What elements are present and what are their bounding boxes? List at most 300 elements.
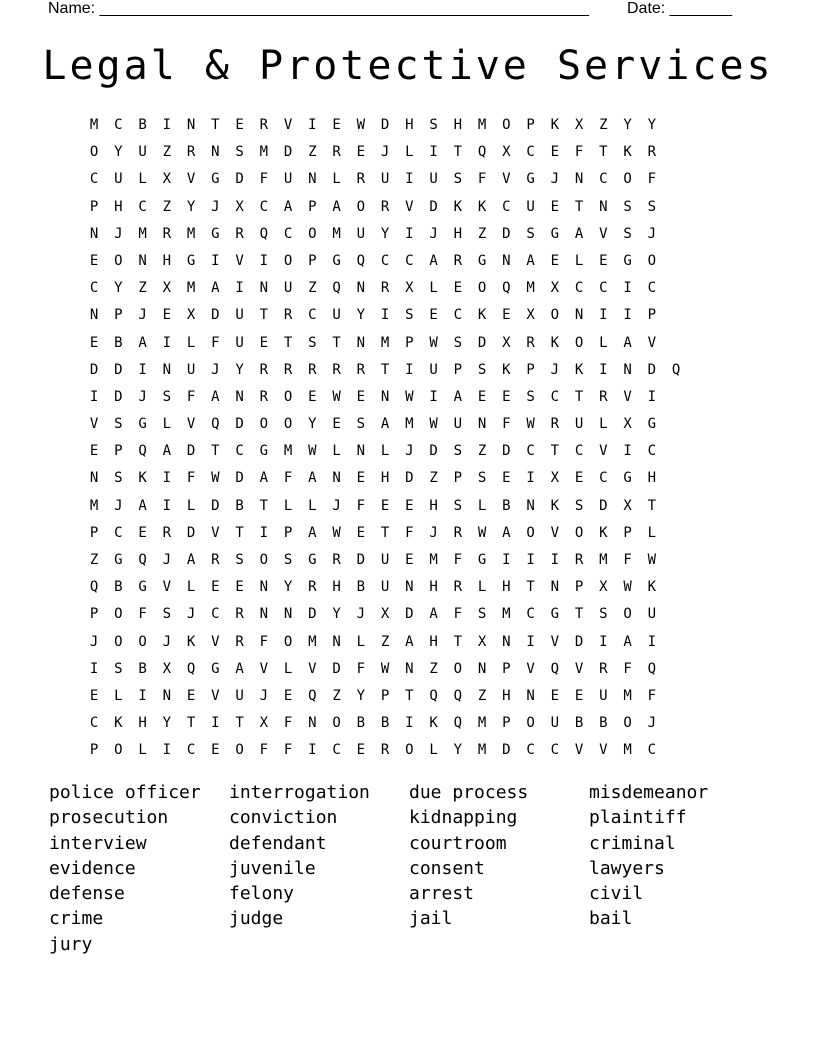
word-list-item: felony <box>229 883 295 905</box>
grid-letter: Y <box>162 715 172 732</box>
grid-letter: E <box>550 198 560 215</box>
grid-letter: I <box>502 552 511 568</box>
grid-letter: J <box>211 198 220 215</box>
grid-letter: I <box>308 117 317 133</box>
grid-letter: T <box>211 443 220 460</box>
grid-letter: W <box>429 334 438 351</box>
grid-letter: M <box>308 633 317 650</box>
grid-letter: L <box>162 416 172 433</box>
grid-letter: E <box>356 742 366 759</box>
grid-letter: P <box>89 606 99 623</box>
grid-letter: U <box>574 416 584 433</box>
grid-letter: C <box>550 388 560 405</box>
grid-letter: Y <box>114 144 123 161</box>
grid-letter: F <box>283 715 293 732</box>
grid-letter: D <box>186 443 196 460</box>
grid-letter: S <box>453 497 463 514</box>
grid-letter: N <box>405 579 414 596</box>
grid-letter: F <box>502 416 511 433</box>
grid-letter: M <box>283 443 293 460</box>
grid-letter: J <box>259 687 269 704</box>
grid-letter: T <box>259 497 269 514</box>
grid-letter: Q <box>259 225 269 242</box>
grid-letter: D <box>114 361 123 378</box>
grid-letter: B <box>114 579 123 596</box>
grid-letter: R <box>550 416 560 433</box>
grid-letter: U <box>526 198 535 215</box>
grid-letter: E <box>405 497 414 514</box>
grid-letter: M <box>405 416 414 433</box>
grid-letter: J <box>114 497 123 514</box>
grid-letter: U <box>429 171 438 188</box>
grid-letter: Y <box>647 117 657 133</box>
grid-letter: I <box>405 171 414 188</box>
grid-letter: E <box>89 334 99 351</box>
grid-letter: A <box>623 334 632 351</box>
grid-letter: H <box>453 117 463 133</box>
grid-letter: D <box>114 388 123 405</box>
grid-letter: Z <box>332 687 341 704</box>
word-list-item: consent <box>409 857 485 879</box>
grid-letter: U <box>235 687 244 704</box>
grid-letter: R <box>259 361 269 378</box>
grid-letter: O <box>502 117 511 133</box>
grid-letter: B <box>356 715 366 732</box>
grid-letter: N <box>623 361 632 378</box>
grid-letter: Y <box>453 742 463 759</box>
grid-letter: L <box>332 443 341 460</box>
grid-row <box>82 548 742 575</box>
grid-letter: J <box>114 225 123 242</box>
grid-letter: L <box>380 443 390 460</box>
grid-letter: N <box>502 252 511 269</box>
grid-letter: J <box>647 715 657 732</box>
grid-letter: V <box>89 416 99 433</box>
grid-letter: R <box>380 198 390 215</box>
grid-letter: P <box>380 687 390 704</box>
grid-letter: O <box>283 416 293 433</box>
grid-letter: V <box>162 579 172 596</box>
grid-letter: R <box>599 388 608 405</box>
word-list-item: crime <box>49 908 104 930</box>
grid-letter: N <box>89 470 99 487</box>
grid-letter: O <box>283 252 293 269</box>
grid-letter: C <box>259 198 269 215</box>
grid-letter: L <box>186 497 196 514</box>
grid-letter: F <box>477 171 487 188</box>
grid-letter: A <box>526 252 535 269</box>
grid-letter: F <box>405 524 414 541</box>
grid-letter: C <box>526 606 535 623</box>
grid-letter: U <box>114 171 123 188</box>
grid-letter: C <box>647 443 657 460</box>
grid-letter: X <box>162 660 172 677</box>
grid-letter: L <box>429 742 438 759</box>
grid-letter: M <box>89 497 99 514</box>
grid-letter: C <box>647 280 657 297</box>
grid-letter: R <box>599 660 608 677</box>
grid-letter: E <box>211 579 220 596</box>
grid-letter: Y <box>356 687 366 704</box>
grid-letter: R <box>453 252 463 269</box>
word-list-item: criminal <box>589 832 676 854</box>
grid-letter: O <box>259 552 269 568</box>
grid-letter: Q <box>138 443 147 460</box>
grid-letter: P <box>453 470 463 487</box>
grid-letter: I <box>405 225 414 242</box>
grid-letter: E <box>356 470 366 487</box>
grid-letter: G <box>308 552 317 568</box>
grid-row <box>82 684 742 711</box>
grid-letter: L <box>308 497 317 514</box>
grid-letter: R <box>162 225 172 242</box>
grid-letter: D <box>599 497 608 514</box>
grid-letter: R <box>453 524 463 541</box>
grid-letter: S <box>477 470 487 487</box>
grid-letter: C <box>89 280 99 297</box>
grid-letter: N <box>405 660 414 677</box>
grid-letter: V <box>599 443 608 460</box>
grid-letter: S <box>623 225 632 242</box>
grid-letter: V <box>550 633 560 650</box>
grid-letter: A <box>259 470 269 487</box>
grid-letter: V <box>574 742 584 759</box>
grid-letter: D <box>647 361 657 378</box>
grid-letter: F <box>259 742 269 759</box>
letter-grid <box>82 113 742 766</box>
grid-letter: U <box>599 687 608 704</box>
grid-letter: A <box>211 388 220 405</box>
grid-row <box>82 521 742 548</box>
grid-letter: D <box>89 361 99 378</box>
grid-letter: Z <box>429 660 438 677</box>
grid-letter: J <box>647 225 657 242</box>
grid-letter: X <box>623 497 632 514</box>
grid-letter: Q <box>186 660 196 677</box>
grid-letter: E <box>162 307 172 324</box>
grid-letter: C <box>211 606 220 623</box>
grid-letter: I <box>599 361 608 378</box>
grid-letter: P <box>502 660 511 677</box>
grid-letter: F <box>647 687 657 704</box>
grid-letter: M <box>186 280 196 297</box>
grid-letter: S <box>477 361 487 378</box>
grid-letter: T <box>647 497 657 514</box>
grid-letter: J <box>550 171 560 188</box>
grid-letter: B <box>114 334 123 351</box>
grid-letter: I <box>162 470 172 487</box>
word-list-item: bail <box>589 908 633 930</box>
grid-letter: R <box>259 388 269 405</box>
grid-letter: N <box>89 307 99 324</box>
grid-letter: F <box>453 552 463 568</box>
grid-letter: J <box>138 307 147 324</box>
grid-letter: U <box>647 606 657 623</box>
grid-letter: R <box>211 552 220 568</box>
grid-letter: M <box>623 687 632 704</box>
grid-letter: I <box>211 715 220 732</box>
grid-letter: R <box>332 361 341 378</box>
grid-letter: M <box>259 144 269 161</box>
grid-letter: W <box>647 552 657 568</box>
grid-letter: V <box>235 252 244 269</box>
grid-letter: I <box>259 524 269 541</box>
grid-letter: A <box>235 660 244 677</box>
grid-letter: E <box>405 552 414 568</box>
grid-letter: E <box>138 524 147 541</box>
grid-letter: E <box>89 443 99 460</box>
grid-letter: O <box>259 416 269 433</box>
grid-letter: S <box>114 470 123 487</box>
grid-letter: X <box>526 307 535 324</box>
grid-letter: Z <box>380 633 390 650</box>
grid-letter: N <box>162 687 172 704</box>
grid-letter: D <box>235 470 244 487</box>
grid-letter: E <box>477 388 487 405</box>
grid-letter: L <box>429 280 438 297</box>
grid-letter: O <box>332 715 341 732</box>
grid-letter: S <box>453 171 463 188</box>
grid-letter: E <box>574 470 584 487</box>
grid-letter: Y <box>356 307 366 324</box>
grid-letter: C <box>186 742 196 759</box>
grid-letter: R <box>332 144 341 161</box>
grid-letter: J <box>405 443 414 460</box>
grid-letter: D <box>211 497 220 514</box>
grid-letter: I <box>89 660 99 677</box>
word-list-item: judge <box>229 908 284 930</box>
grid-letter: W <box>477 524 487 541</box>
grid-letter: D <box>332 660 341 677</box>
grid-letter: S <box>453 443 463 460</box>
grid-letter: F <box>186 470 196 487</box>
grid-letter: Z <box>162 144 172 161</box>
grid-letter: G <box>114 552 123 568</box>
grid-letter: M <box>477 715 487 732</box>
grid-letter: R <box>380 280 390 297</box>
grid-letter: I <box>211 252 220 269</box>
grid-letter: V <box>186 416 196 433</box>
grid-letter: P <box>114 443 123 460</box>
grid-letter: O <box>114 633 123 650</box>
grid-letter: T <box>186 715 196 732</box>
grid-letter: C <box>574 280 584 297</box>
grid-letter: K <box>502 361 511 378</box>
grid-letter: C <box>114 524 123 541</box>
grid-letter: N <box>332 633 341 650</box>
grid-letter: C <box>89 171 99 188</box>
grid-letter: D <box>211 307 220 324</box>
grid-letter: C <box>332 742 341 759</box>
grid-letter: B <box>356 579 366 596</box>
grid-letter: Z <box>477 225 487 242</box>
grid-letter: X <box>186 307 196 324</box>
grid-letter: A <box>429 606 438 623</box>
grid-letter: G <box>259 443 269 460</box>
grid-letter: C <box>599 280 608 297</box>
grid-letter: I <box>162 742 172 759</box>
grid-letter: A <box>308 524 317 541</box>
grid-letter: M <box>186 225 196 242</box>
grid-letter: V <box>502 171 511 188</box>
grid-letter: S <box>526 388 535 405</box>
grid-letter: O <box>114 606 123 623</box>
grid-letter: L <box>283 660 293 677</box>
grid-letter: R <box>235 225 244 242</box>
grid-letter: L <box>186 334 196 351</box>
grid-letter: O <box>574 524 584 541</box>
grid-letter: I <box>235 280 244 297</box>
grid-letter: G <box>623 470 632 487</box>
grid-row <box>82 439 742 466</box>
grid-letter: E <box>89 687 99 704</box>
word-list <box>49 781 769 958</box>
grid-letter: W <box>308 443 317 460</box>
grid-letter: J <box>211 361 220 378</box>
header-line <box>0 0 816 20</box>
grid-letter: V <box>599 742 608 759</box>
grid-letter: O <box>308 225 317 242</box>
grid-letter: V <box>211 524 220 541</box>
grid-letter: H <box>332 579 341 596</box>
grid-letter: I <box>623 443 632 460</box>
grid-letter: E <box>574 687 584 704</box>
grid-letter: E <box>550 144 560 161</box>
grid-letter: I <box>550 552 560 568</box>
grid-letter: F <box>623 660 632 677</box>
grid-letter: X <box>550 280 560 297</box>
grid-letter: W <box>211 470 220 487</box>
grid-letter: I <box>162 117 172 133</box>
grid-letter: H <box>502 687 511 704</box>
grid-letter: F <box>211 334 220 351</box>
grid-letter: H <box>405 117 414 133</box>
grid-letter: T <box>574 198 584 215</box>
grid-letter: D <box>429 198 438 215</box>
grid-letter: A <box>405 633 414 650</box>
grid-letter: S <box>574 497 584 514</box>
grid-letter: J <box>332 497 341 514</box>
grid-letter: O <box>647 252 657 269</box>
word-list-item: jail <box>409 908 453 930</box>
grid-letter: N <box>308 171 317 188</box>
word-list-item: conviction <box>229 807 338 829</box>
grid-letter: G <box>186 252 196 269</box>
grid-letter: L <box>283 497 293 514</box>
grid-letter: N <box>186 117 196 133</box>
grid-letter: R <box>283 307 293 324</box>
grid-letter: J <box>429 225 438 242</box>
grid-letter: K <box>550 334 560 351</box>
grid-letter: W <box>332 388 341 405</box>
grid-letter: G <box>211 225 220 242</box>
grid-letter: E <box>283 687 293 704</box>
grid-letter: L <box>332 171 341 188</box>
grid-letter: X <box>162 280 172 297</box>
grid-letter: B <box>502 497 511 514</box>
grid-letter: C <box>283 225 293 242</box>
grid-letter: V <box>550 524 560 541</box>
grid-letter: R <box>235 606 244 623</box>
grid-letter: S <box>526 225 535 242</box>
grid-letter: J <box>138 388 147 405</box>
grid-letter: O <box>623 606 632 623</box>
grid-letter: P <box>405 334 414 351</box>
grid-letter: I <box>526 470 535 487</box>
word-list-item: plaintiff <box>589 807 687 829</box>
grid-letter: Q <box>453 687 463 704</box>
grid-letter: K <box>599 524 608 541</box>
word-list-item: defendant <box>229 832 327 854</box>
grid-letter: U <box>380 171 390 188</box>
grid-letter: H <box>429 497 438 514</box>
grid-letter: Y <box>623 117 632 133</box>
grid-letter: O <box>477 280 487 297</box>
grid-letter: D <box>429 443 438 460</box>
grid-letter: E <box>429 307 438 324</box>
grid-letter: Z <box>599 117 608 133</box>
grid-letter: G <box>550 606 560 623</box>
grid-letter: C <box>308 307 317 324</box>
grid-letter: W <box>332 524 341 541</box>
grid-letter: G <box>477 252 487 269</box>
grid-letter: R <box>647 144 657 161</box>
grid-letter: S <box>429 117 438 133</box>
grid-letter: G <box>138 416 147 433</box>
grid-letter: Q <box>647 660 657 677</box>
grid-letter: Z <box>138 280 147 297</box>
grid-letter: N <box>89 225 99 242</box>
grid-letter: X <box>235 198 244 215</box>
grid-letter: J <box>162 633 172 650</box>
grid-letter: N <box>356 280 366 297</box>
grid-letter: N <box>526 687 535 704</box>
grid-letter: R <box>356 171 366 188</box>
grid-letter: R <box>162 524 172 541</box>
grid-letter: Z <box>162 198 172 215</box>
grid-letter: A <box>211 280 220 297</box>
grid-letter: K <box>647 579 657 596</box>
grid-letter: O <box>283 633 293 650</box>
grid-row <box>82 602 742 629</box>
grid-letter: H <box>138 715 147 732</box>
grid-letter: P <box>574 579 584 596</box>
grid-letter: E <box>502 388 511 405</box>
grid-letter: K <box>550 117 560 133</box>
grid-letter: U <box>380 579 390 596</box>
grid-letter: N <box>550 579 560 596</box>
grid-letter: Y <box>380 225 390 242</box>
grid-letter: D <box>574 633 584 650</box>
grid-letter: P <box>89 524 99 541</box>
grid-letter: R <box>186 144 196 161</box>
grid-letter: Z <box>308 144 317 161</box>
grid-letter: K <box>114 715 123 732</box>
grid-letter: T <box>526 579 535 596</box>
grid-letter: C <box>526 742 535 759</box>
grid-letter: E <box>211 742 220 759</box>
grid-letter: E <box>356 388 366 405</box>
grid-letter: F <box>138 606 147 623</box>
grid-letter: Y <box>332 606 341 623</box>
page-title: Legal & Protective Services <box>42 43 774 89</box>
grid-letter: M <box>138 225 147 242</box>
grid-letter: N <box>259 280 269 297</box>
grid-letter: V <box>211 687 220 704</box>
grid-letter: X <box>405 280 414 297</box>
grid-letter: Q <box>550 660 560 677</box>
grid-letter: G <box>477 552 487 568</box>
